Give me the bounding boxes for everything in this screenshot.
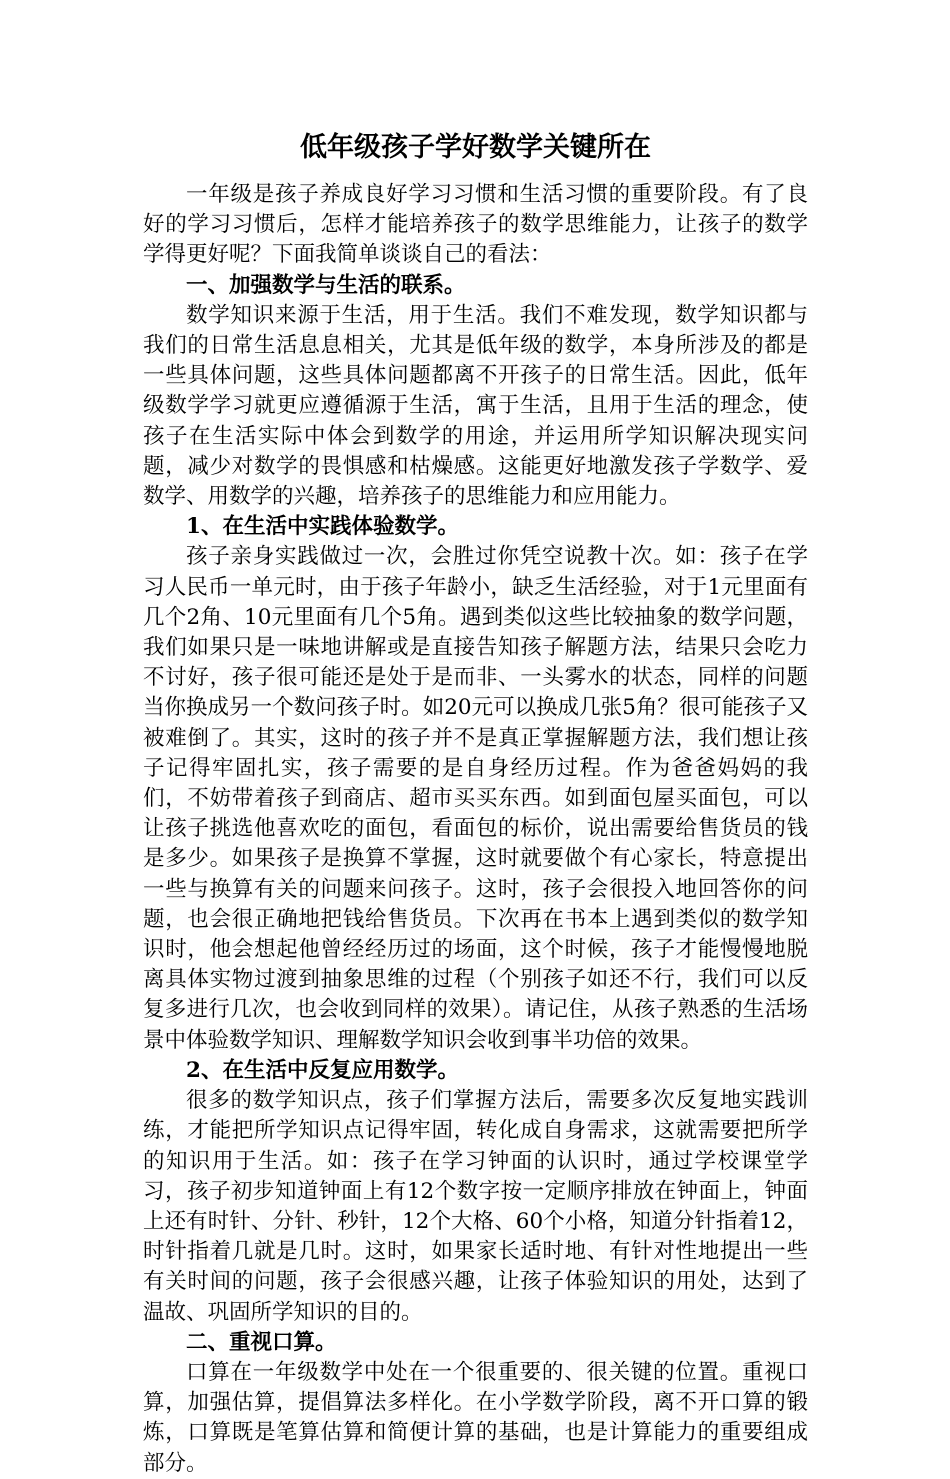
section-heading-2: 二、重视口算。	[186, 1329, 337, 1355]
subsection-paragraph-1: 孩子亲身实践做过一次，会胜过你凭空说教十次。如：孩子在学习人民币一单元时，由于孩子年龄小，缺乏生活经验，对于1元里面有几个2角、10元里面有几个5角。遇到类似这些比较抽象的数学问题，我们如果只是一味地讲解或是直接告知孩子解题方法，结果只会吃力不讨好，孩子很可能还是处于是而非、一头雾水的状态，同样的问题当你换成另一个数问孩子时。如20元可以换成几张5角？很可能孩子又被难倒了。其实，这时的孩子并不是真正掌握解题方法，我们想让孩子记得牢固扎实，孩子需要的是自身经历过程。作为爸爸妈妈的我们，不妨带着孩子到商店、超市买买东西。如到面包屋买面包，可以让孩子挑选他喜欢吃的面包，看面包的标价，说出需要给售货员的钱是多少。如果孩子是换算不掌握，这时就要做个有心家长，特意提出一些与换算有关的问题来问孩子。这时，孩子会很投入地回答你的问题，也会很正确地把钱给售货员。下次再在书本上遇到类似的数学知识时，他会想起他曾经经历过的场面，这个时候，孩子才能慢慢地脱离具体实物过渡到抽象思维的过程（个别孩子如还不行，我们可以反复多进行几次，也会收到同样的效果）。请记住，从孩子熟悉的生活场景中体验数学知识、理解数学知识会收到事半功倍的效果。	[143, 544, 808, 1053]
document-body	[143, 126, 808, 1479]
intro-paragraph: 一年级是孩子养成良好学习习惯和生活习惯的重要阶段。有了良好的学习习惯后，怎样才能培养孩子的数学思维能力，让孩子的数学学得更好呢？下面我简单谈谈自己的看法：	[143, 182, 808, 268]
subsection-paragraph-2: 很多的数学知识点，孩子们掌握方法后，需要多次反复地实践训练，才能把所学知识点记得牢固，转化成自身需求，这就需要把所学的知识用于生活。如：孩子在学习钟面的认识时，通过学校课堂学习，孩子初步知道钟面上有12个数字按一定顺序排放在钟面上，钟面上还有时针、分针、秒针，12个大格、60个小格，知道分针指着12，时针指着几就是几时。这时，如果家长适时地、有针对性地提出一些有关时间的问题，孩子会很感兴趣，让孩子体验知识的用处，达到了温故、巩固所学知识的目的。	[143, 1088, 808, 1325]
section-paragraph-2: 口算在一年级数学中处在一个很重要的、很关键的位置。重视口算，加强估算，提倡算法多样化。在小学数学阶段，离不开口算的锻炼，口算既是笔算估算和简便计算的基础，也是计算能力的重要组成部分。	[143, 1359, 808, 1476]
document-title: 低年级孩子学好数学关键所在	[300, 132, 651, 163]
subsection-heading-1: 1、在生活中实践体验数学。	[186, 514, 459, 540]
section-heading-1: 一、加强数学与生活的联系。	[186, 272, 466, 298]
section-paragraph-1: 数学知识来源于生活，用于生活。我们不难发现，数学知识都与我们的日常生活息息相关，尤其是低年级的数学，本身所涉及的都是一些具体问题，这些具体问题都离不开孩子的日常生活。因此，低年级数学学习就更应遵循源于生活，寓于生活，且用于生活的理念，使孩子在生活实际中体会到数学的用途，并运用所学知识解决现实问题，减少对数学的畏惧感和枯燥感。这能更好地激发孩子学数学、爱数学、用数学的兴趣，培养孩子的思维能力和应用能力。	[143, 302, 808, 510]
subsection-heading-2: 2、在生活中反复应用数学。	[186, 1057, 459, 1083]
